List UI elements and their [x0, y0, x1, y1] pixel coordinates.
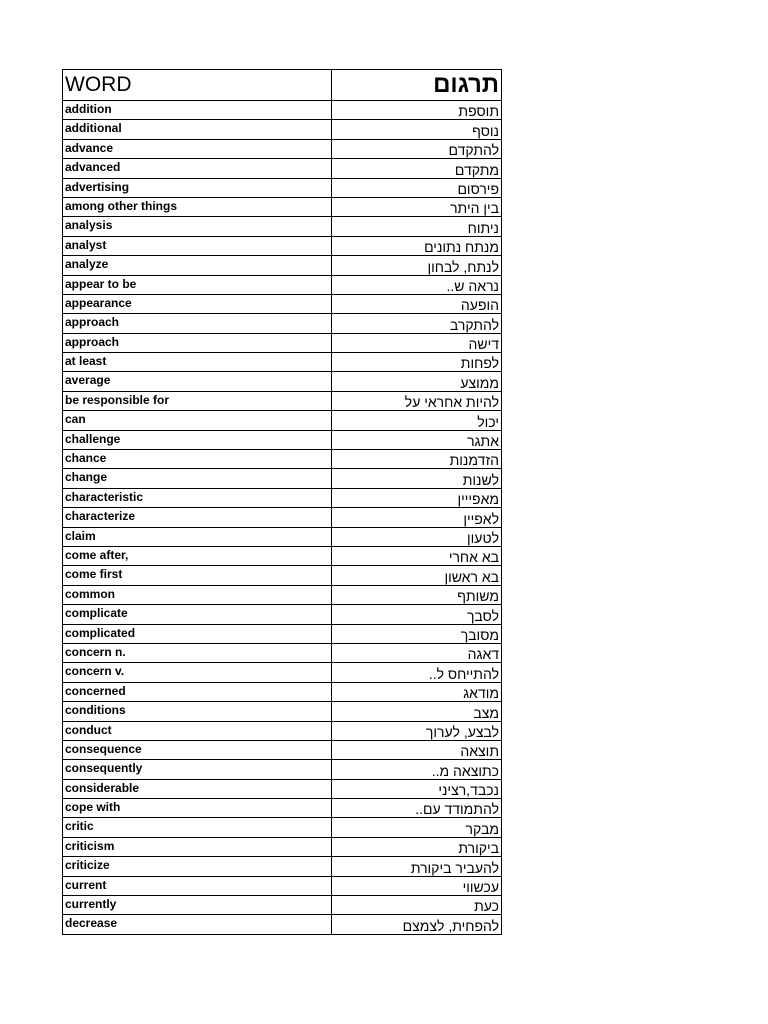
header-row	[63, 70, 502, 101]
table-row	[63, 120, 502, 139]
table-row	[63, 799, 502, 818]
translation-column-header: תרגום	[332, 70, 502, 101]
word-cell: among other things	[63, 197, 332, 216]
word-cell: analyze	[63, 256, 332, 275]
word-cell: common	[63, 585, 332, 604]
word-cell: come after,	[63, 546, 332, 565]
table-row	[63, 702, 502, 721]
table-row	[63, 740, 502, 759]
word-cell: consequently	[63, 760, 332, 779]
table-row	[63, 915, 502, 934]
table-row	[63, 779, 502, 798]
translation-cell: לבצע, לערוך	[332, 721, 502, 740]
translation-cell: יכול	[332, 411, 502, 430]
table-row	[63, 372, 502, 391]
table-row	[63, 488, 502, 507]
table-row	[63, 682, 502, 701]
translation-cell: נראה ש..	[332, 275, 502, 294]
word-cell: at least	[63, 353, 332, 372]
table-row	[63, 469, 502, 488]
translation-cell: להתייחס ל..	[332, 663, 502, 682]
table-row	[63, 178, 502, 197]
translation-cell: נכבד,רציני	[332, 779, 502, 798]
table-row	[63, 896, 502, 915]
table-row	[63, 876, 502, 895]
word-cell: concern n.	[63, 643, 332, 662]
vocabulary-rows	[63, 101, 502, 935]
translation-cell: לאפיין	[332, 508, 502, 527]
word-column-header: WORD	[63, 70, 332, 101]
translation-cell: מבקר	[332, 818, 502, 837]
translation-cell: בין היתר	[332, 197, 502, 216]
translation-cell: בא אחרי	[332, 546, 502, 565]
word-cell: consequence	[63, 740, 332, 759]
word-cell: approach	[63, 314, 332, 333]
translation-cell: מודאג	[332, 682, 502, 701]
word-cell: concerned	[63, 682, 332, 701]
translation-cell: נוסף	[332, 120, 502, 139]
word-cell: complicate	[63, 605, 332, 624]
translation-cell: מתקדם	[332, 159, 502, 178]
table-row	[63, 256, 502, 275]
translation-cell: מצב	[332, 702, 502, 721]
vocabulary-table	[62, 69, 502, 935]
translation-cell: מנתח נתונים	[332, 236, 502, 255]
table-row	[63, 411, 502, 430]
word-cell: complicated	[63, 624, 332, 643]
table-row	[63, 197, 502, 216]
table-row	[63, 818, 502, 837]
table-row	[63, 430, 502, 449]
word-cell: characterize	[63, 508, 332, 527]
word-cell: criticism	[63, 837, 332, 856]
word-cell: average	[63, 372, 332, 391]
translation-cell: ממוצע	[332, 372, 502, 391]
word-cell: cope with	[63, 799, 332, 818]
table-row	[63, 857, 502, 876]
word-cell: criticize	[63, 857, 332, 876]
word-cell: can	[63, 411, 332, 430]
translation-cell: משותף	[332, 585, 502, 604]
translation-cell: להתקרב	[332, 314, 502, 333]
word-cell: come first	[63, 566, 332, 585]
translation-cell: דאגה	[332, 643, 502, 662]
word-cell: advertising	[63, 178, 332, 197]
translation-cell: מאפייין	[332, 488, 502, 507]
table-row	[63, 450, 502, 469]
translation-cell: בא ראשון	[332, 566, 502, 585]
translation-cell: תוספת	[332, 101, 502, 120]
word-cell: currently	[63, 896, 332, 915]
translation-cell: הזדמנות	[332, 450, 502, 469]
table-row	[63, 605, 502, 624]
word-cell: be responsible for	[63, 391, 332, 410]
word-cell: conditions	[63, 702, 332, 721]
translation-cell: להעביר ביקורת	[332, 857, 502, 876]
table-row	[63, 663, 502, 682]
word-cell: characteristic	[63, 488, 332, 507]
translation-cell: תוצאה	[332, 740, 502, 759]
word-cell: addition	[63, 101, 332, 120]
translation-cell: לסבך	[332, 605, 502, 624]
word-cell: critic	[63, 818, 332, 837]
translation-cell: כתוצאה מ..	[332, 760, 502, 779]
table-row	[63, 643, 502, 662]
word-cell: claim	[63, 527, 332, 546]
word-cell: considerable	[63, 779, 332, 798]
translation-cell: להתקדם	[332, 139, 502, 158]
table-row	[63, 527, 502, 546]
word-cell: appear to be	[63, 275, 332, 294]
table-row	[63, 333, 502, 352]
translation-cell: דישה	[332, 333, 502, 352]
translation-cell: הופעה	[332, 294, 502, 313]
translation-cell: לנתח, לבחון	[332, 256, 502, 275]
word-cell: conduct	[63, 721, 332, 740]
table-row	[63, 508, 502, 527]
translation-cell: פירסום	[332, 178, 502, 197]
table-row	[63, 585, 502, 604]
word-cell: approach	[63, 333, 332, 352]
word-cell: advance	[63, 139, 332, 158]
word-cell: chance	[63, 450, 332, 469]
word-cell: decrease	[63, 915, 332, 934]
table-row	[63, 159, 502, 178]
translation-cell: ביקורת	[332, 837, 502, 856]
translation-cell: ניתוח	[332, 217, 502, 236]
word-cell: change	[63, 469, 332, 488]
translation-cell: לפחות	[332, 353, 502, 372]
table-row	[63, 391, 502, 410]
word-cell: analysis	[63, 217, 332, 236]
translation-cell: מסובך	[332, 624, 502, 643]
translation-cell: להפחית, לצמצם	[332, 915, 502, 934]
table-row	[63, 275, 502, 294]
word-cell: challenge	[63, 430, 332, 449]
table-row	[63, 566, 502, 585]
translation-cell: עכשווי	[332, 876, 502, 895]
table-row	[63, 721, 502, 740]
table-row	[63, 314, 502, 333]
table-row	[63, 837, 502, 856]
table-row	[63, 760, 502, 779]
table-row	[63, 217, 502, 236]
word-cell: advanced	[63, 159, 332, 178]
table-row	[63, 236, 502, 255]
translation-cell: להתמודד עם..	[332, 799, 502, 818]
word-cell: concern v.	[63, 663, 332, 682]
word-cell: additional	[63, 120, 332, 139]
table-row	[63, 624, 502, 643]
word-cell: analyst	[63, 236, 332, 255]
translation-cell: כעת	[332, 896, 502, 915]
table-row	[63, 546, 502, 565]
table-row	[63, 353, 502, 372]
translation-cell: להיות אחראי על	[332, 391, 502, 410]
table-row	[63, 139, 502, 158]
translation-cell: אתגר	[332, 430, 502, 449]
word-cell: appearance	[63, 294, 332, 313]
translation-cell: לשנות	[332, 469, 502, 488]
word-cell: current	[63, 876, 332, 895]
table-row	[63, 101, 502, 120]
translation-cell: לטעון	[332, 527, 502, 546]
table-row	[63, 294, 502, 313]
